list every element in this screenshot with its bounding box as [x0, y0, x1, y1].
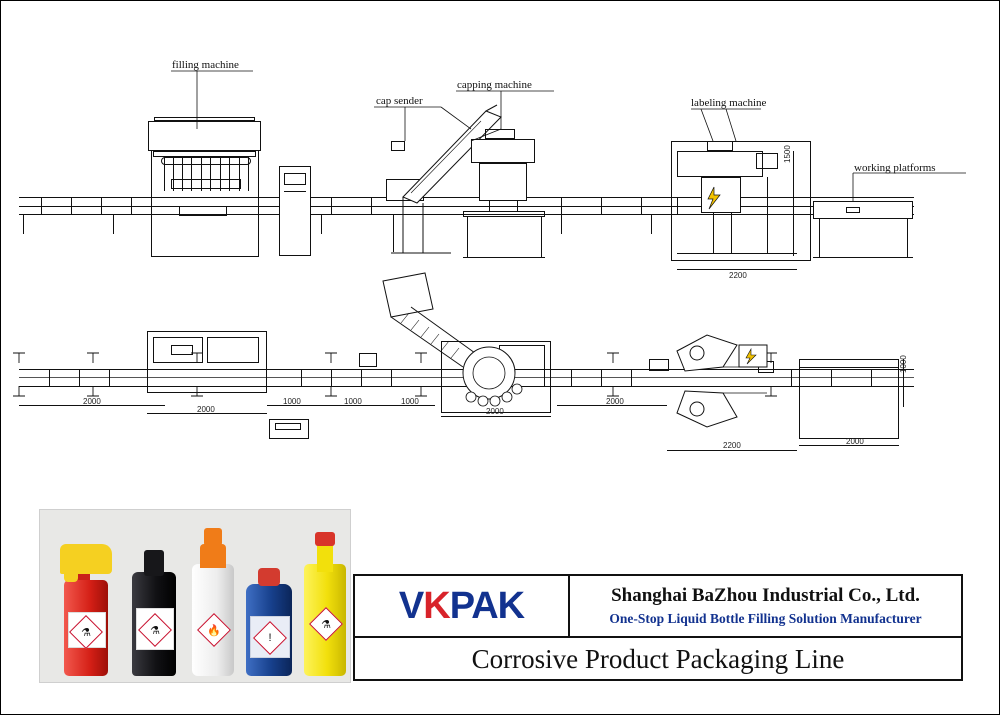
leader-lines-top — [1, 1, 1000, 301]
plan-working-platform — [799, 359, 899, 439]
dim-2000c-text: 2000 — [486, 407, 504, 416]
bottle-black — [132, 550, 176, 676]
plan-platform-edge — [799, 367, 899, 368]
label-filling-machine: filling machine — [172, 59, 239, 71]
label-cap-sender: cap sender — [376, 95, 423, 107]
hazard-corrosive-icon: ⚗ — [81, 626, 91, 639]
dim-2000a-text: 2000 — [83, 397, 101, 406]
logo-rest: PAK — [449, 585, 525, 627]
dim-line-2200b — [667, 450, 797, 451]
hazard-flammable-icon: 🔥 — [207, 624, 221, 637]
hazard-corrosive-icon: ⚗ — [150, 624, 160, 637]
spray-bottle-red — [58, 544, 114, 676]
brand-header — [355, 576, 961, 638]
plan-motor-b — [649, 359, 669, 371]
hazard-corrosive-icon: ⚗ — [321, 618, 331, 631]
bottle-white — [192, 528, 234, 676]
plan-filling-tank-b — [207, 337, 259, 363]
dim-2000d-text: 2000 — [606, 397, 624, 406]
bottle-blue — [246, 558, 292, 676]
product-photo — [39, 509, 351, 683]
logo-text — [399, 587, 524, 625]
dim-2200b-text: 2200 — [723, 441, 741, 450]
hazard-exclamation-icon: ! — [268, 632, 272, 644]
logo-k: K — [423, 585, 450, 627]
vkpak-logo — [355, 576, 570, 636]
dim-1000a-text: 1000 — [283, 397, 301, 406]
label-capping-machine: capping machine — [457, 79, 532, 91]
plan-filling-detail — [171, 345, 193, 355]
logo-v: V — [398, 585, 424, 627]
company-block — [570, 585, 961, 627]
dim-2200-top-text: 2200 — [729, 271, 747, 280]
dim-1000c-text: 1000 — [401, 397, 419, 406]
bottle-yellow — [304, 532, 346, 676]
line-title: Corrosive Product Packaging Line — [471, 644, 845, 674]
company-tagline: One-Stop Liquid Bottle Filling Solution Manufacturer — [609, 611, 922, 626]
plan-labeling-machine — [667, 331, 807, 441]
brand-panel — [353, 574, 963, 681]
plan-control-panel — [275, 423, 301, 430]
label-working-platforms: working platforms — [854, 162, 936, 174]
dim-1000b-text: 1000 — [344, 397, 362, 406]
dim-1500-text: 1500 — [783, 145, 792, 163]
company-name: Shanghai BaZhou Industrial Co., Ltd. — [611, 585, 920, 606]
dim-right-text: 1000 — [899, 355, 908, 373]
dim-2000b-text: 2000 — [197, 405, 215, 414]
dim-2000e-text: 2000 — [846, 437, 864, 446]
dim-line-2000c — [441, 416, 551, 417]
label-labeling-machine: labeling machine — [691, 97, 767, 109]
